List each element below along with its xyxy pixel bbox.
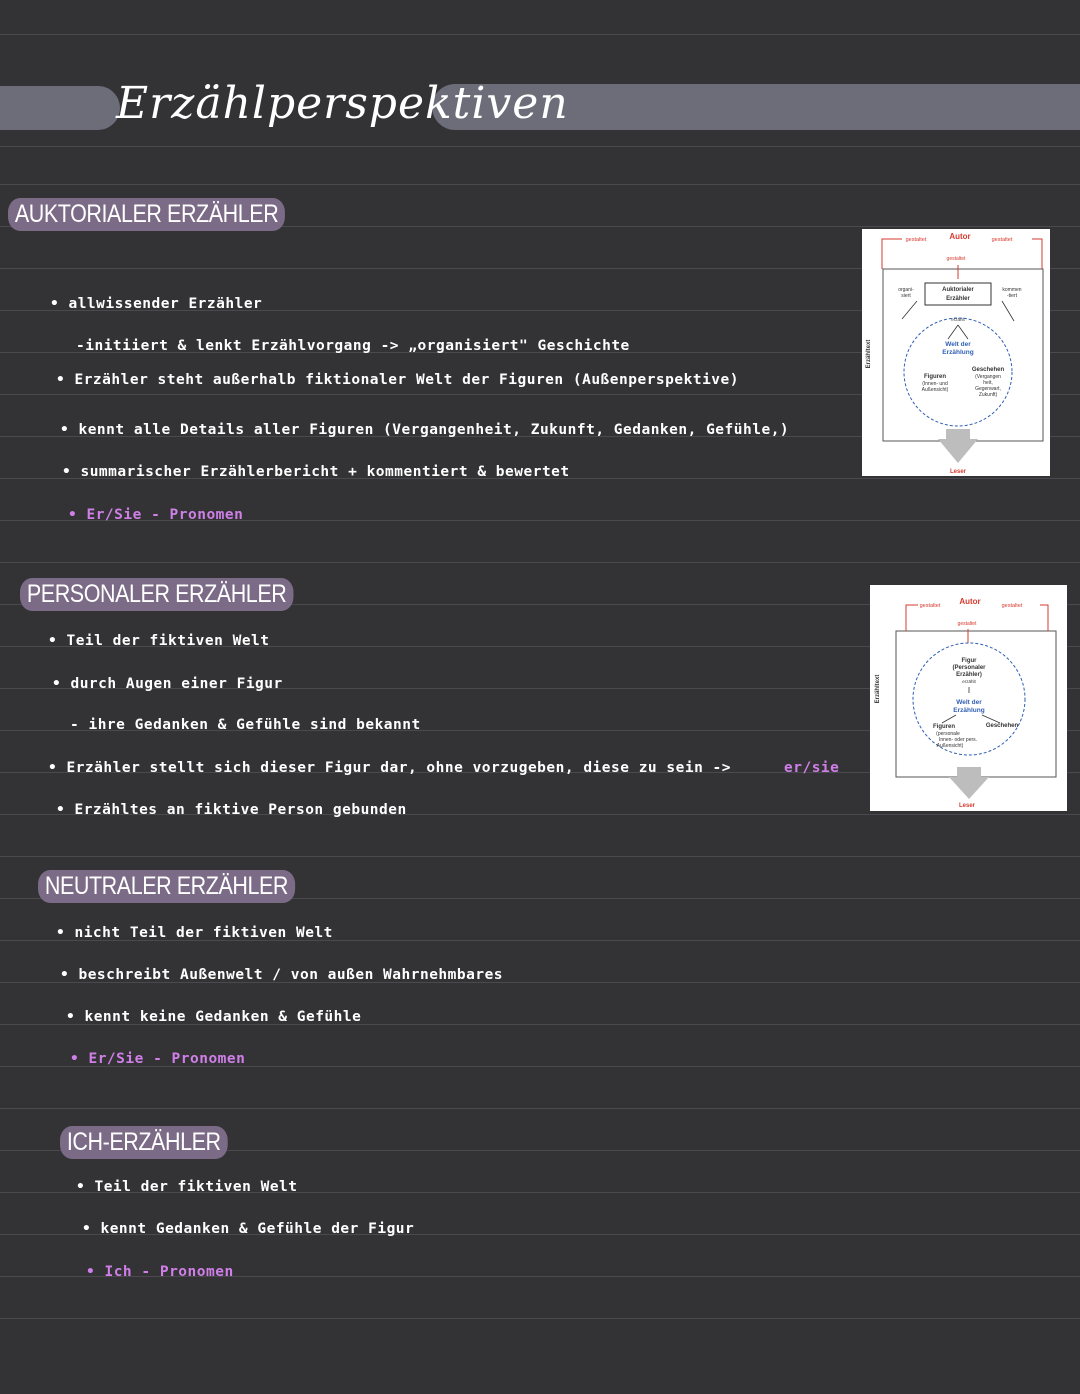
note-line: -initiiert & lenkt Erzählvorgang -> „organisiert" Geschichte [76, 338, 630, 354]
diagram-figuren-sub2: Innen- oder pers. [938, 737, 978, 743]
note-line: • kennt Gedanken & Gefühle der Figur [82, 1221, 415, 1237]
diagram-box-line2: Erzähler [946, 296, 970, 302]
note-line: • durch Augen einer Figur [52, 676, 283, 692]
diagram-figuren-sub3: Außensicht) [936, 743, 964, 749]
diagram-figur-2: (Personaler [952, 665, 986, 671]
diagram-welt-1: Welt der [956, 699, 982, 706]
note-line: • Teil der fiktiven Welt [48, 633, 270, 649]
diagram-kommentiert-1: kommen [1002, 287, 1022, 293]
diagram-erzaehlt: erzählt [951, 317, 965, 322]
diagram-welt-2: Erzählung [953, 707, 985, 714]
rule-line [0, 1318, 1080, 1319]
heading-personal: PERSONALER ERZÄHLER [20, 578, 293, 611]
note-line-pronoun: • Er/Sie - Pronomen [70, 1051, 246, 1067]
note-line-pronoun: • Er/Sie - Pronomen [68, 507, 244, 523]
diagram-gestaltet-mid: gestaltet [946, 256, 966, 262]
note-line: • allwissender Erzähler [50, 296, 263, 312]
note-line: • summarischer Erzählerbericht + kommentiert & bewertet [62, 464, 570, 480]
diagram-welt-1: Welt der [945, 341, 971, 348]
diagram-gestaltet-left: gestaltet [905, 237, 927, 243]
diagram-personal [870, 585, 1067, 811]
diagram-gestaltet-mid: gestaltet [957, 621, 977, 627]
diagram-erzaehlt: erzählt [962, 679, 976, 684]
diagram-side-label: Erzähltext [866, 339, 872, 369]
heading-auktorial: AUKTORIALER ERZÄHLER [8, 198, 285, 231]
heading-ich: ICH-ERZÄHLER [60, 1126, 227, 1159]
diagram-welt-2: Erzählung [942, 349, 974, 356]
diagram-box-line1: Auktorialer [942, 287, 974, 293]
diagram-figuren: Figuren [924, 374, 946, 380]
diagram-leser: Leser [958, 803, 976, 809]
diagram-organisiert-2: siert [901, 293, 911, 299]
diagram-geschehen: Geschehen [985, 723, 1019, 729]
diagram-geschehen-sub4: Zukunft) [978, 392, 998, 398]
note-line: • beschreibt Außenwelt / von außen Wahrnehmbares [60, 967, 504, 983]
diagram-figuren-sub2: Außensicht) [921, 387, 949, 393]
diagram-autor: Autor [959, 597, 981, 606]
diagram-organisiert-1: organi- [898, 287, 914, 293]
note-line-pronoun: • Ich - Pronomen [86, 1264, 234, 1280]
diagram-figuren: Figuren [933, 724, 955, 730]
note-line: • nicht Teil der fiktiven Welt [56, 925, 333, 941]
note-line: - ihre Gedanken & Gefühle sind bekannt [70, 717, 421, 733]
note-line: • Erzähler steht außerhalb fiktionaler Welt der Figuren (Außenperspektive) [56, 372, 740, 388]
diagram-gestaltet-right: gestaltet [991, 237, 1013, 243]
note-line: • kennt alle Details aller Figuren (Vergangenheit, Zukunft, Gedanken, Gefühle,) [60, 422, 790, 438]
rule-line [0, 184, 1080, 185]
title-bar-left [0, 86, 120, 130]
diagram-figur-3: Erzähler) [956, 672, 982, 678]
rule-line [0, 1108, 1080, 1109]
page-title: Erzählperspektiven [116, 78, 569, 129]
note-line: • Teil der fiktiven Welt [76, 1179, 298, 1195]
diagram-autor: Autor [949, 232, 971, 241]
diagram-geschehen: Geschehen [971, 367, 1005, 373]
diagram-geschehen-sub3: Gegenwart, [975, 386, 1001, 392]
note-line-pronoun: er/sie [784, 760, 840, 776]
rule-line [0, 562, 1080, 563]
rule-line [0, 146, 1080, 147]
diagram-gestaltet-right: gestaltet [1001, 603, 1023, 609]
note-line: • kennt keine Gedanken & Gefühle [66, 1009, 362, 1025]
diagram-geschehen-sub1: (Vergangen [975, 374, 1001, 380]
rule-line [0, 34, 1080, 35]
diagram-gestaltet-left: gestaltet [919, 603, 941, 609]
note-line: • Erzähltes an fiktive Person gebunden [56, 802, 407, 818]
diagram-auktorial [862, 229, 1050, 476]
diagram-geschehen-sub2: heit, [983, 380, 993, 386]
note-line: • Erzähler stellt sich dieser Figur dar, ohne vorzugeben, diese zu sein -> [48, 760, 732, 776]
diagram-kommentiert-2: -tiert [1007, 293, 1017, 299]
rule-line [0, 856, 1080, 857]
diagram-figur-1: Figur [961, 658, 977, 664]
diagram-side-label: Erzähltext [875, 674, 881, 704]
heading-neutral: NEUTRALER ERZÄHLER [38, 870, 295, 903]
diagram-figuren-sub1: (Innen- und [922, 381, 948, 387]
diagram-figuren-sub1: (personale [936, 731, 960, 737]
diagram-leser: Leser [949, 469, 967, 475]
